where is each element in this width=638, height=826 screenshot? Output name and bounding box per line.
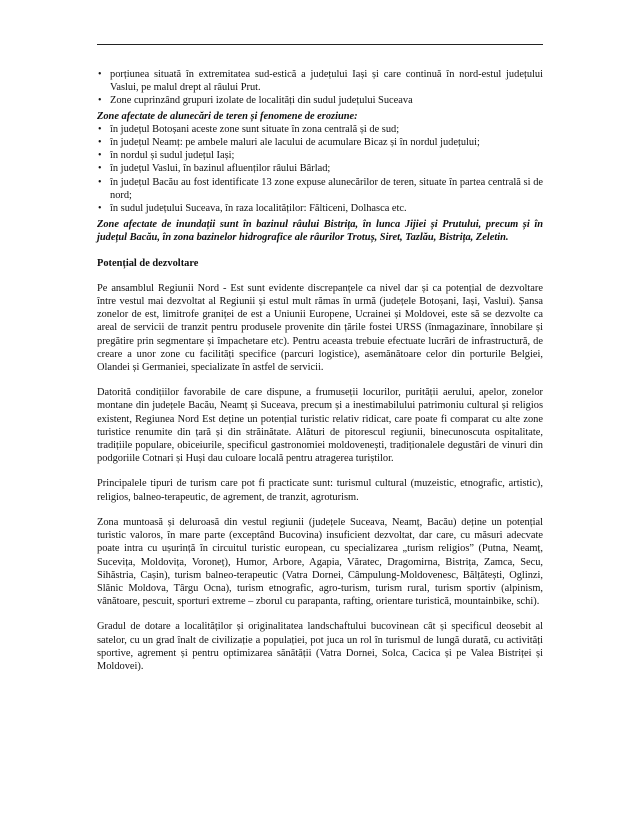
- header-rule: [97, 44, 543, 45]
- page-content: [97, 68, 543, 673]
- paragraph: Gradul de dotare a localităților și originalitatea landschaftului bucovinean cât și specificul deosebit al satelor, cu un grad înalt de civilizație a populației, pot juca un rol în turismul de lungă durată, cu activități sportive, agrement și pentru optimizarea sănătății (Vatra Dornei, Solca, Cacica și pe Valea Bistriței și Moldovei).: [97, 621, 543, 672]
- section-title: Potențial de dezvoltare: [97, 257, 199, 269]
- list-item: • în nordul și sudul județul Iași;: [97, 149, 543, 162]
- paragraph: Principalele tipuri de turism care pot fi practicate sunt: turismul cultural (muzeistic, etnografic, artistic), religios, balneo-terapeutic, de agrement, de tranzit, agroturism.: [97, 478, 543, 503]
- list-item: • în județul Bacău au fost identificate 13 zone expuse alunecărilor de teren, situate în partea centrală si de nord;: [97, 176, 543, 202]
- paragraph: Datorită condițiilor favorabile de care dispune, a frumuseții locurilor, purității aerului, apelor, zonelor montane din județele Bacău, Neamț și Suceava, precum și a inestimabilului patrimoniu cultural și religios existent, Regiunea Nord Est deține un potențial turistic relativ ridicat, care poate fi comparat cu alte zone turistice renumite din țară și din străinătate. Alături de pitorescul regiunii, binecunoscuta ospitalitate, tradițiile populare, obiceiurile, specificul gastronomiei moldovenești, tradiționalele degustări de vinuri din podgoriile Cotnari și Huși dau culoare locală pentru atragerea turiștilor.: [97, 387, 543, 465]
- list-item: • în județul Neamț: pe ambele maluri ale lacului de acumulare Bicaz și în nordul județului;: [97, 136, 543, 149]
- paragraph: Pe ansamblul Regiunii Nord - Est sunt evidente discrepanțele ca nivel dar și ca potențial de dezvoltare între vestul mai dezvoltat al Regiunii și estul mult rămas în urmă (județele Botoșani, Iași, Vaslui). Șansa zonelor de est, limitrofe graniței de est a Uniunii Europene, Ucrainei și Moldovei, este să se dezvolte ca areal de servicii de tranzit pentru produsele provenite din țările fostei URSS (înmagazinare, înnobilare și pregătire prin segmentare și împachetare etc). Pentru aceasta trebuie efectuate lucrări de infrastructură, de creare a unor zone cu facilități specifice (parcuri logistice), asemănătoare celor din porturile Belgiei, Olandei și Germaniei, specializate în astfel de servicii.: [97, 282, 543, 374]
- paragraph: Zona muntoasă și deluroasă din vestul regiunii (județele Suceava, Neamț, Bacău) deține un potențial turistic valoros, în mare parte (exceptând Bucovina) insuficient dezvoltat, dar care, cu măsuri adecvate poate intra cu ușurință în circuitul turistic european, cu specializarea „turism religios” (Putna, Neamț, Sucevița, Moldovița, Voroneț), Humor, Arbore, Agapia, Văratec, Dragomirna, Bistrița, Zamca, Secu, Sihăstria, Cașin), turism balneo-terapeutic (Vatra Dornei, Câmpulung-Moldovenesc, Bălțătești, Oglinzi, Slănic Moldova, Târgu Ocna), turism etnografic, agro-turism, turism rural, turism sportiv (alpinism, vânătoare, pescuit, sporturi extreme – zborul cu parapanta, rafting, orientare turistică, mountainbike, schi).: [97, 516, 543, 608]
- flood-paragraph: Zone afectate de inundații sunt în bazinul râului Bistrița, în lunca Jijiei și Prutului, precum și în județul Bacău, în zona bazinelor hidrografice ale râurilor Trotuș, Siret, Tazlău, Bistrița, Zeletin.: [97, 219, 543, 244]
- list-item: • în județul Vaslui, în bazinul afluenților râului Bârlad;: [97, 162, 543, 175]
- landslide-heading: Zone afectate de alunecări de teren și fenomene de eroziune:: [97, 110, 358, 122]
- list-item: • în sudul județului Suceava, în raza localităților: Fălticeni, Dolhasca etc.: [97, 202, 543, 215]
- list-item: • porțiunea situată în extremitatea sud-estică a județului Iași și care continuă în nord-estul județului Vaslui, pe malul drept al râului Prut.: [97, 68, 543, 94]
- list-item: • Zone cuprinzând grupuri izolate de localități din sudul județului Suceava: [97, 94, 543, 107]
- list-item: • în județul Botoșani aceste zone sunt situate în zona centrală și de sud;: [97, 123, 543, 136]
- bullet-list-landslide-zones: [97, 123, 543, 215]
- bullet-list-flood-zones: [97, 68, 543, 108]
